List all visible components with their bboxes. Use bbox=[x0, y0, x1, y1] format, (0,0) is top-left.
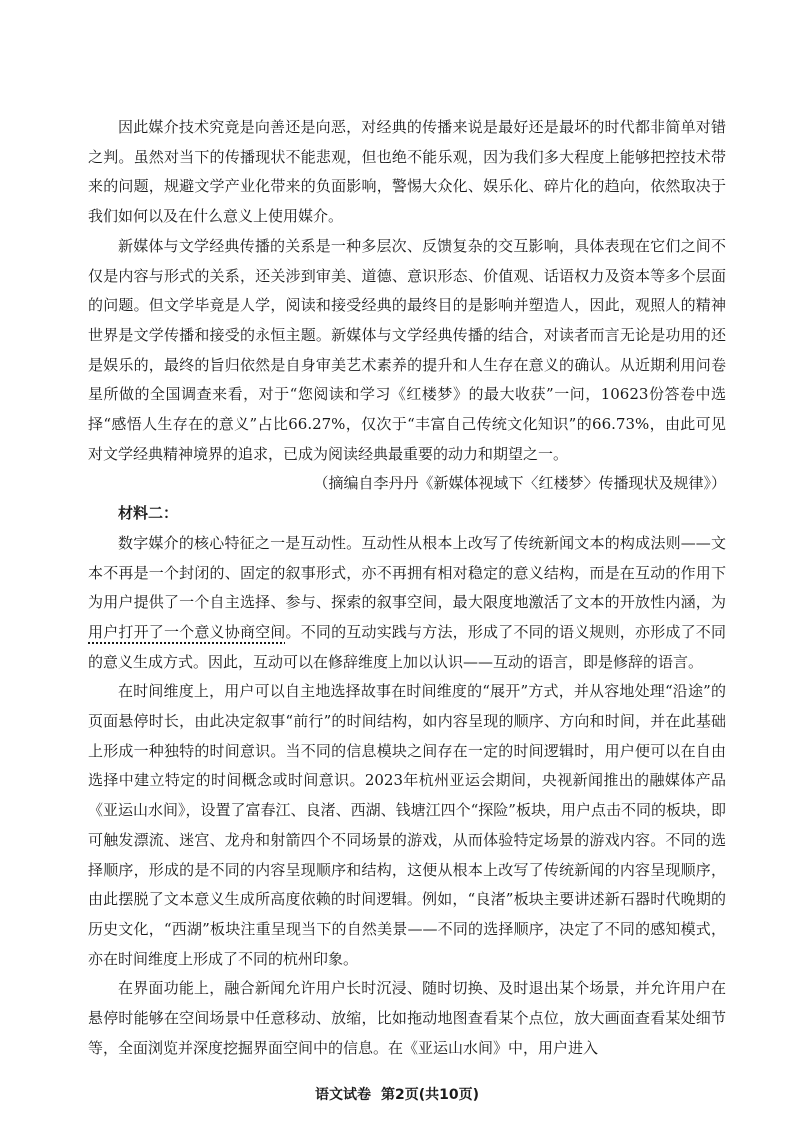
source-citation: （摘编自李丹丹《新媒体视域下〈红楼梦〉传播现状及规律》） bbox=[313, 474, 726, 493]
paragraph-interactivity bbox=[88, 529, 726, 678]
paragraph-interface-function: 在界面功能上，融合新闻允许用户长时沉浸、随时切换、及时退出某个场景，并允许用户在悬停时能够在空间场景中任意移动、放缩，比如拖动地图查看某个点位，放大画面查看某处细节等，全面浏览并深度挖掘界面空间中的信息。在《亚运山水间》中，用户进入 bbox=[88, 979, 726, 1057]
dotted-emphasis-phrase: 用户打开了一个意义协商空间 bbox=[88, 622, 286, 641]
paragraph-media-technology: 因此媒介技术究竟是向善还是向恶，对经典的传播来说是最好还是最坏的时代都非简单对错之判。虽然对当下的传播现状不能悲观，但也绝不能乐观，因为我们多大程度上能够把控技术带来的问题，规避文学产业化带来的负面影响，警惕大众化、娱乐化、碎片化的趋向，依然取决于我们如何以及在什么意义上使用媒介。 bbox=[88, 118, 726, 226]
footer-page-number: 第2页(共10页) bbox=[380, 1087, 480, 1103]
paragraph-text: 数字媒介的核心特征之一是互动性。互动性从根本上改写了传统新闻文本的构成法则——文本不再是一个封闭的、固定的叙事形式，亦不再拥有相对稳定的意义结构，而是在互动的作用下为用户提供了一个自主选择、参与、探索的叙事空间，最大限度地激活了文本的开放性内涵，为 bbox=[88, 533, 726, 612]
material-two-heading: 材料二： bbox=[118, 504, 179, 523]
footer-subject: 语文试卷 bbox=[314, 1087, 371, 1103]
paragraph-new-media-classics: 新媒体与文学经典传播的关系是一种多层次、反馈复杂的交互影响，具体表现在它们之间不仅是内容与形式的关系，还关涉到审美、道德、意识形态、价值观、话语权力及资本等多个层面的问题。但文学毕竟是人学，阅读和接受经典的最终目的是影响并塑造人，因此，观照人的精神世界是文学传播和接受的永恒主题。新媒体与文学经典传播的结合，对读者而言无论是功用的还是娱乐的，最终的旨归依然是自身审美艺术素养的提升和人生存在意义的确认。从近期利用问卷星所做的全国调查来看，对于“您阅读和学习《红楼梦》的最大收获”一问，10623份答卷中选择“感悟人生存在的意义”占比66.27%，仅次于“丰富自己传统文化知识”的66.73%，由此可见对文学经典精神境界的追求，已成为阅读经典最重要的动力和期望之一。 bbox=[88, 236, 726, 463]
page-footer bbox=[0, 1084, 794, 1104]
document-body bbox=[88, 113, 726, 1064]
paragraph-time-dimension: 在时间维度上，用户可以自主地选择故事在时间维度的“展开”方式，并从容地处理“沿途”的页面悬停时长，由此决定叙事“前行”的时间结构，如内容呈现的顺序、方向和时间，并在此基础上形成一种独特的时间意识。当不同的信息模块之间存在一定的时间逻辑时，用户便可以在自由选择中建立特定的时间概念或时间意识。2023年杭州亚运会期间，央视新闻推出的融媒体产品《亚运山水间》，设置了富春江、良渚、西湖、钱塘江四个“探险”板块，用户点击不同的板块，即可触发漂流、迷宫、龙舟和射箭四个不同场景的游戏，从而体验特定场景的游戏内容。不同的选择顺序，形成的是不同的内容呈现顺序和结构，这便从根本上改写了传统新闻的内容呈现顺序，由此摆脱了文本意义生成所高度依赖的时间逻辑。例如，“良渚”板块主要讲述新石器时代晚期的历史文化，“西湖”板块注重呈现当下的自然美景——不同的选择顺序，决定了不同的感知模式，亦在时间维度上形成了不同的杭州印象。 bbox=[88, 682, 726, 968]
paragraph-text: 。不同的互动实践与方法，形成了不同的语义规则，亦形成了不同的意义生成方式。因此，互动可以在修辞维度上加以认识——互动的语言，即是修辞的语言。 bbox=[88, 622, 726, 671]
